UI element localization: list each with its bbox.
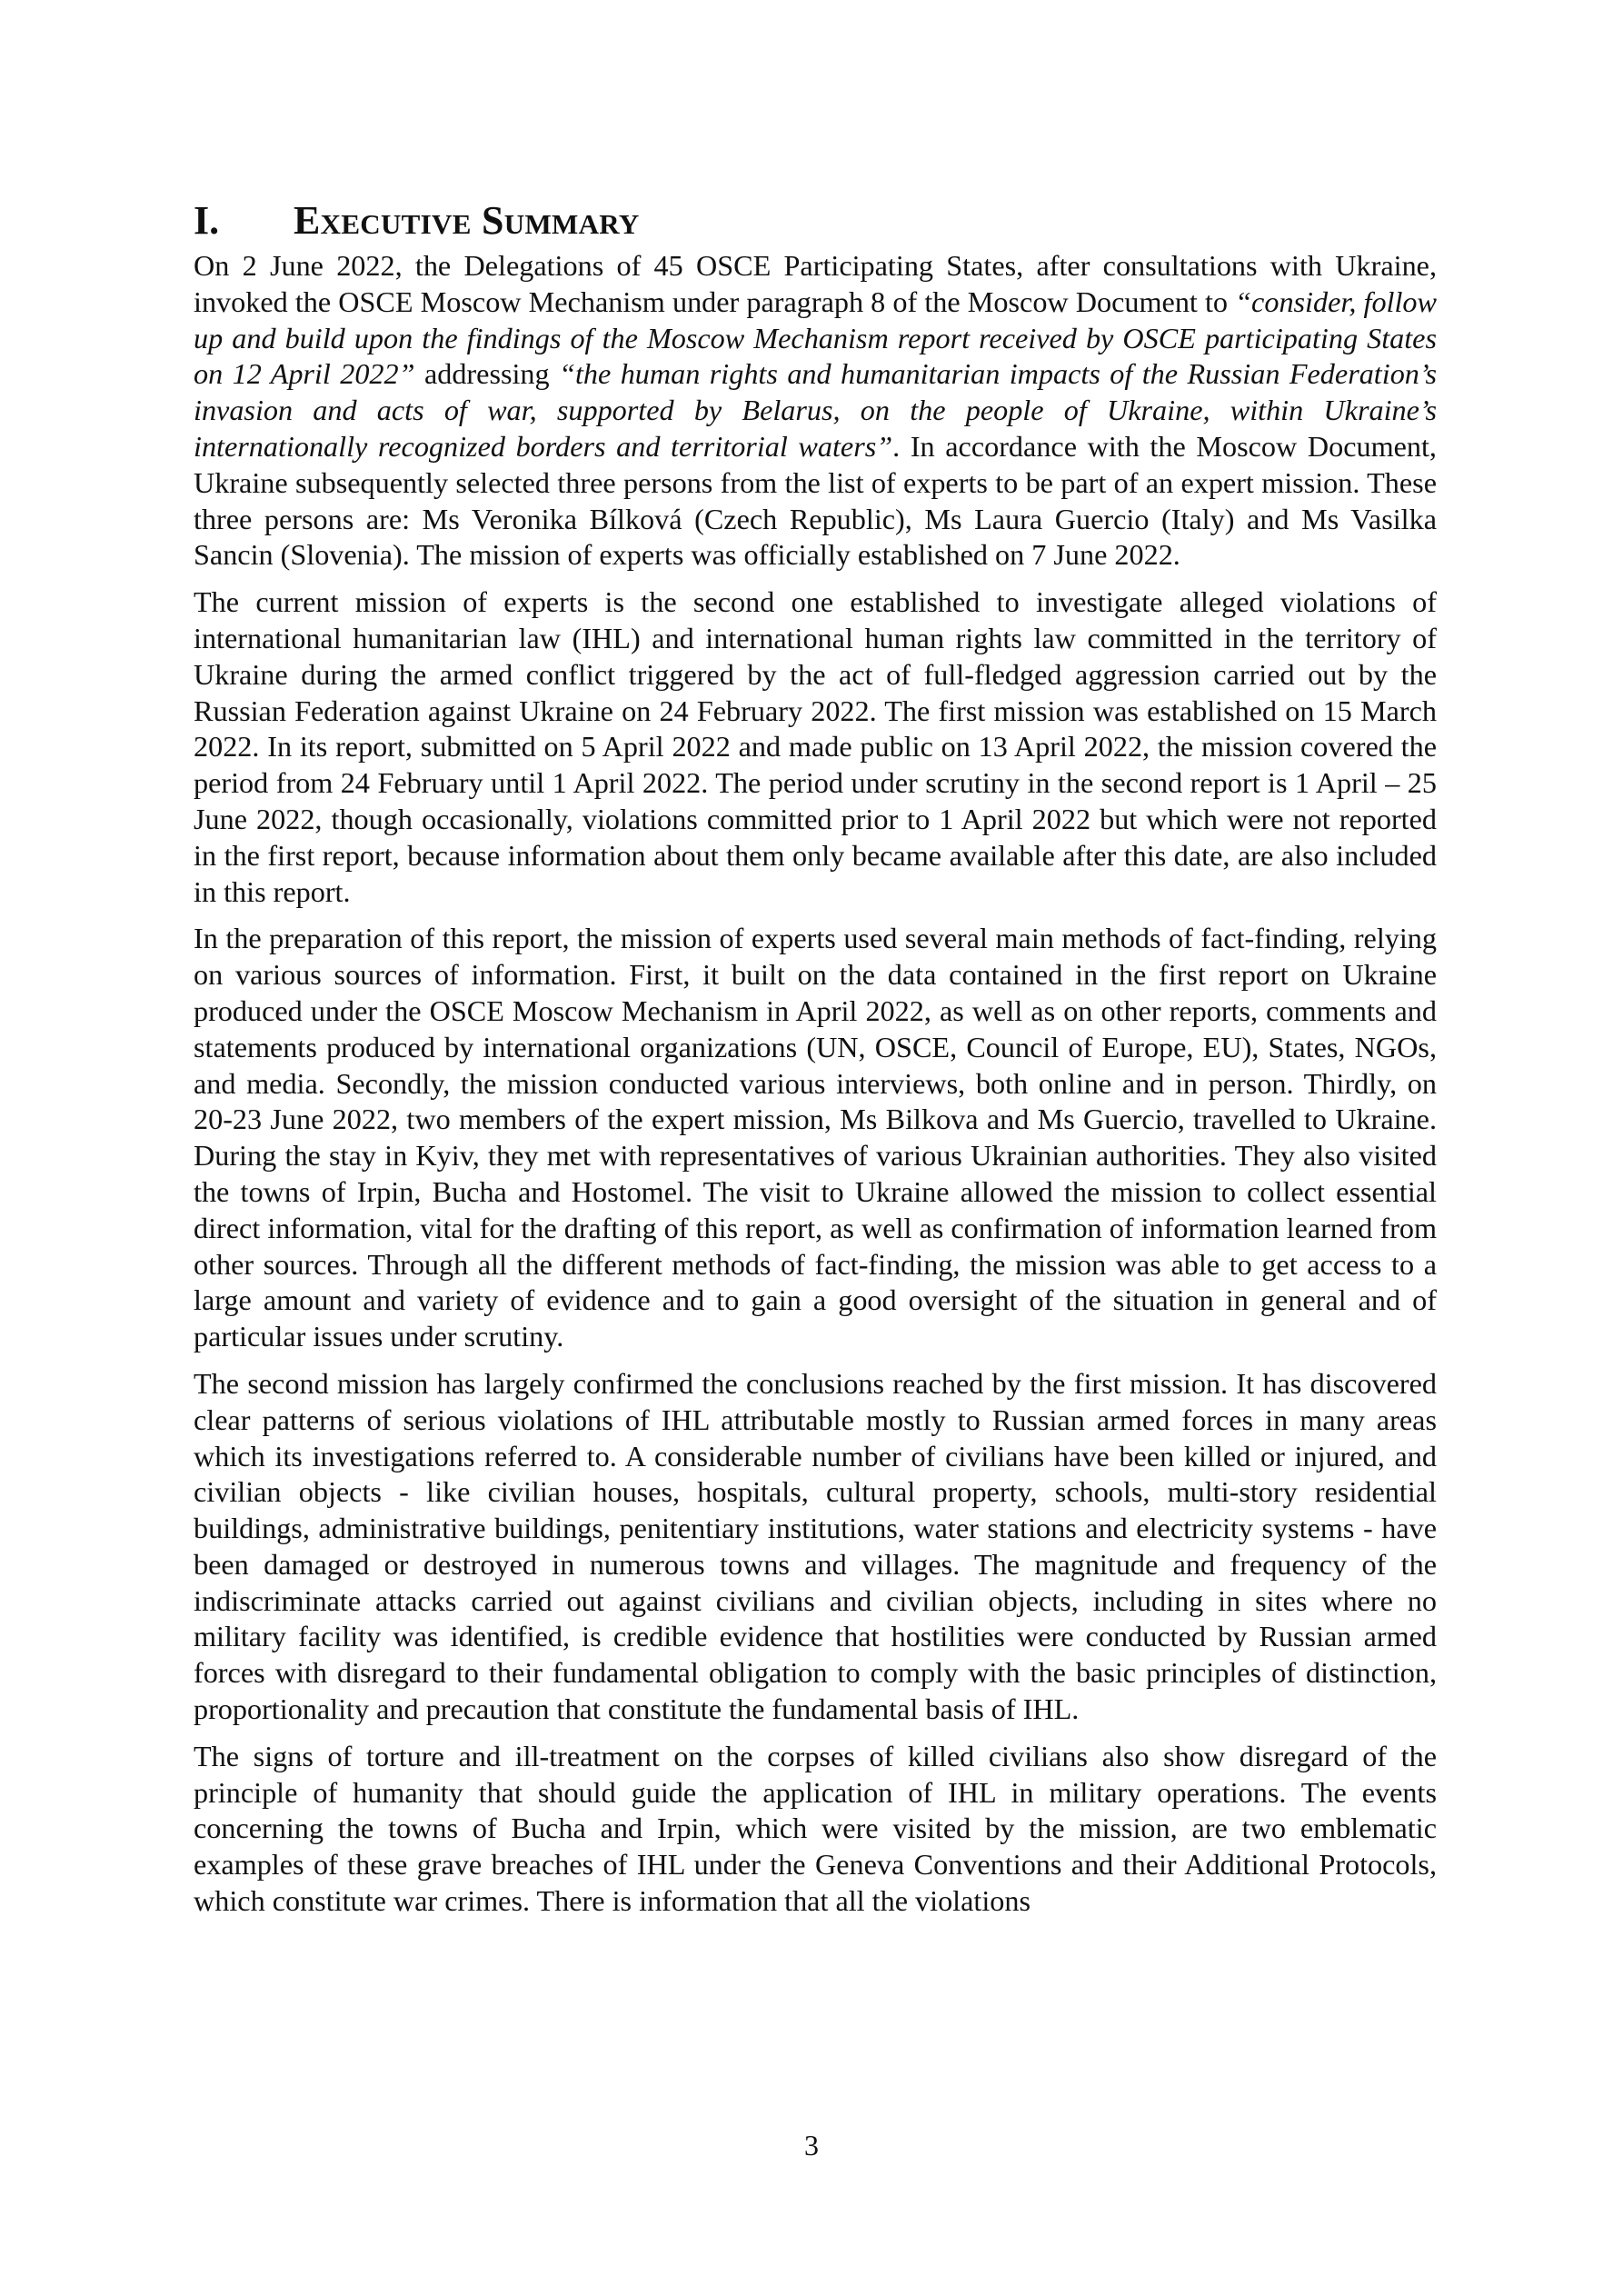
paragraph-5: The signs of torture and ill-treatment on the corpses of killed civilians also show disregard of the principle of humanity that should guide the application of IHL in military operations. The events concerning the towns of Bucha and Irpin, which were visited by the mission, are two emblematic examples of these grave breaches of IHL under the Geneva Conventions and their Additional Protocols, which constitute war crimes. There is information that all the violations: [194, 1739, 1437, 1918]
paragraph-1-text-e: . In accordance with the Moscow Document, Ukraine subsequently selected three persons from the list of experts to be part of an expert mission. These three persons are: Ms Veronika Bílková (Czech Republic), Ms Laura Guercio (Italy) and Ms Vasilka Sancin (Slovenia). The mission of experts was officially established on 7 June 2022.: [194, 429, 1437, 572]
paragraph-4: The second mission has largely confirmed the conclusions reached by the first mission. It has discovered clear patterns of serious violations of IHL attributable mostly to Russian armed forces in many areas which its investigations referred to. A considerable number of civilians have been killed or injured, and civilian objects - like civilian houses, hospitals, cultural property, schools, multi-story residential buildings, administrative buildings, penitentiary institutions, water stations and electricity systems - have been damaged or destroyed in numerous towns and villages. The magnitude and frequency of the indiscriminate attacks carried out against civilians and civilian objects, including in sites where no military facility was identified, is credible evidence that hostilities were conducted by Russian armed forces with disregard to their fundamental obligation to comply with the basic principles of distinction, proportionality and precaution that constitute the fundamental basis of IHL.: [194, 1366, 1437, 1726]
section-number: I.: [194, 198, 220, 243]
paragraph-3: In the preparation of this report, the mission of experts used several main methods of fact-finding, relying on various sources of information. First, it built on the data contained in the first report on Ukraine produced under the OSCE Moscow Mechanism in April 2022, as well as on other reports, comments and statements produced by international organizations (UN, OSCE, Council of Europe, EU), States, NGOs, and media. Secondly, the mission conducted various interviews, both online and in person. Thirdly, on 20-23 June 2022, two members of the expert mission, Ms Bilkova and Ms Guercio, travelled to Ukraine. During the stay in Kyiv, they met with representatives of various Ukrainian authorities. They also visited the towns of Irpin, Bucha and Hostomel. The visit to Ukraine allowed the mission to collect essential direct information, vital for the drafting of this report, as well as confirmation of information learned from other sources. Through all the different methods of fact-finding, the mission was able to get access to a large amount and variety of evidence and to gain a good oversight of the situation in general and of particular issues under scrutiny.: [194, 922, 1437, 1353]
paragraph-1-quote-1: “consider, follow up and build upon the findings of the Moscow Mechanism report received by OSCE participating States on 12 April 2022”: [194, 285, 1437, 391]
paragraph-1-text-c: addressing: [414, 357, 560, 391]
paragraph-2: The current mission of experts is the second one established to investigate alleged violations of international humanitarian law (IHL) and international human rights law committed in the territory of Ukraine during the armed conflict triggered by the act of full-fledged aggression carried out by the Russian Federation against Ukraine on 24 February 2022. The first mission was established on 15 March 2022. In its report, submitted on 5 April 2022 and made public on 13 April 2022, the mission covered the period from 24 February until 1 April 2022. The period under scrutiny in the second report is 1 April – 25 June 2022, though occasionally, violations committed prior to 1 April 2022 but which were not reported in the first report, because information about them only became available after this date, are also included in this report.: [194, 585, 1437, 908]
document-page: [194, 195, 1437, 1931]
paragraph-1: [194, 248, 1437, 574]
section-heading: [194, 195, 1437, 246]
paragraph-1-quote-2: “the human rights and humanitarian impacts of the Russian Federation’s invasion and acts of war, supported by Belarus, on the people of Ukraine, within Ukraine’s internationally recognized borders and territorial waters”: [194, 357, 1437, 463]
paragraph-1-text-a: On 2 June 2022, the Delegations of 45 OSCE Participating States, after consultations with Ukraine, invoked the OSCE Moscow Mechanism under paragraph 8 of the Moscow Document to: [194, 249, 1437, 318]
page-number: 3: [804, 2129, 819, 2161]
section-title: Executive Summary: [294, 198, 640, 243]
